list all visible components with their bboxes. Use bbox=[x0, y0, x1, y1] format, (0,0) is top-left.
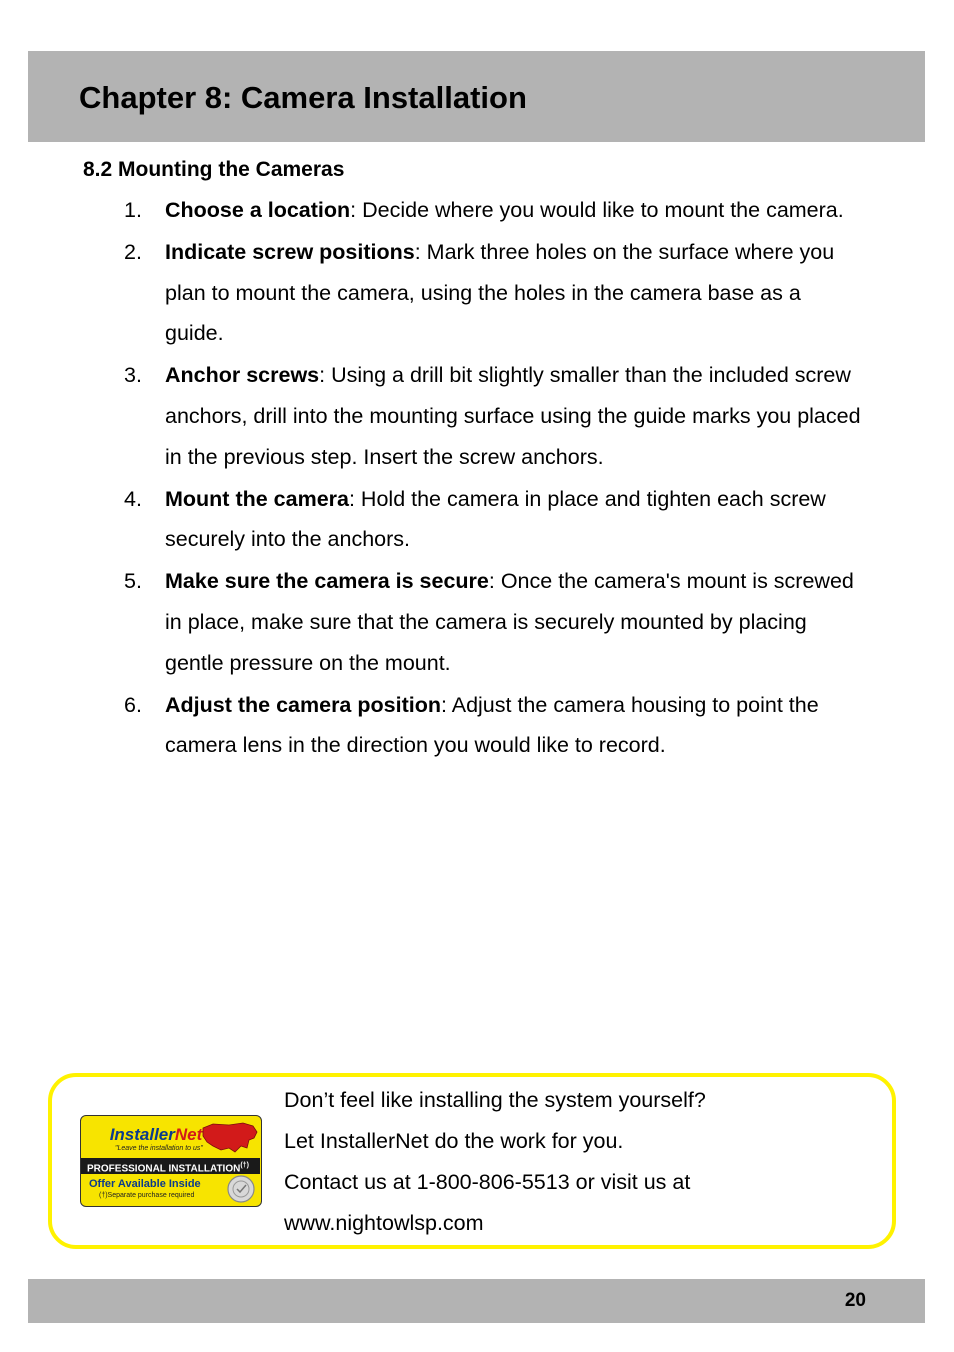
step-title: Mount the camera bbox=[165, 486, 349, 511]
step-title: Anchor screws bbox=[165, 363, 320, 388]
step-text: : Once the camera's mount is screwed in place, make sure that the camera is securely mounted by placing gentle pressure on the mount. bbox=[165, 569, 854, 675]
badge-tagline: "Leave the installation to us" bbox=[115, 1145, 203, 1152]
step-item bbox=[0, 561, 865, 683]
promo-line: Contact us at 1-800-806-5513 or visit us at bbox=[284, 1170, 691, 1194]
step-item bbox=[0, 479, 865, 561]
strip-text: PROFESSIONAL INSTALLATION bbox=[87, 1163, 241, 1175]
step-number: 4. bbox=[124, 486, 142, 511]
step-text: : Adjust the camera housing to point the camera lens in the direction you would like to record. bbox=[165, 692, 819, 758]
step-title: Indicate screw positions bbox=[165, 239, 415, 264]
step-text: : Using a drill bit slightly smaller than the included screw anchors, drill into the mounting surface using the guide marks you placed in the previous step. Insert the screw anchors. bbox=[165, 363, 861, 469]
step-number: 2. bbox=[124, 239, 142, 264]
usa-map-icon bbox=[199, 1118, 261, 1158]
chapter-header-bar bbox=[28, 51, 925, 142]
step-title: Make sure the camera is secure bbox=[165, 569, 489, 594]
step-item bbox=[0, 685, 865, 767]
badge-professional-strip bbox=[81, 1158, 260, 1174]
strip-mark: (†) bbox=[240, 1162, 249, 1169]
promo-website-link[interactable]: www.nightowlsp.com bbox=[284, 1211, 484, 1235]
brand-net: Net bbox=[174, 1125, 203, 1144]
installernet-logo-badge bbox=[80, 1115, 262, 1207]
badge-offer: Offer Available Inside bbox=[89, 1178, 201, 1190]
footer-bar bbox=[28, 1279, 925, 1323]
step-title: Choose a location bbox=[165, 198, 351, 222]
section-heading: 8.2 Mounting the Cameras bbox=[83, 158, 345, 181]
mounting-steps-list bbox=[0, 190, 865, 767]
step-number: 1. bbox=[124, 198, 142, 222]
promo-text bbox=[284, 1080, 706, 1244]
step-number: 3. bbox=[124, 363, 142, 388]
step-text: : Decide where you would like to mount the camera. bbox=[350, 198, 844, 222]
page-number: 20 bbox=[844, 1290, 866, 1311]
certification-seal-icon bbox=[226, 1174, 256, 1204]
step-item bbox=[0, 190, 865, 231]
step-number: 6. bbox=[124, 692, 142, 717]
brand-installer: Installer bbox=[109, 1125, 175, 1144]
chapter-title: Chapter 8: Camera Installation bbox=[79, 80, 527, 115]
step-number: 5. bbox=[124, 569, 142, 594]
step-text: : Hold the camera in place and tighten each screw securely into the anchors. bbox=[165, 486, 826, 552]
promo-line: Don’t feel like installing the system yourself? bbox=[284, 1088, 706, 1112]
promo-line: Let InstallerNet do the work for you. bbox=[284, 1129, 624, 1153]
step-title: Adjust the camera position bbox=[165, 692, 441, 717]
step-item bbox=[0, 355, 865, 477]
step-text: : Mark three holes on the surface where you plan to mount the camera, using the holes in the camera base as a guide. bbox=[165, 239, 835, 346]
badge-note: (†)Separate purchase required bbox=[99, 1192, 195, 1199]
step-item bbox=[0, 232, 865, 354]
